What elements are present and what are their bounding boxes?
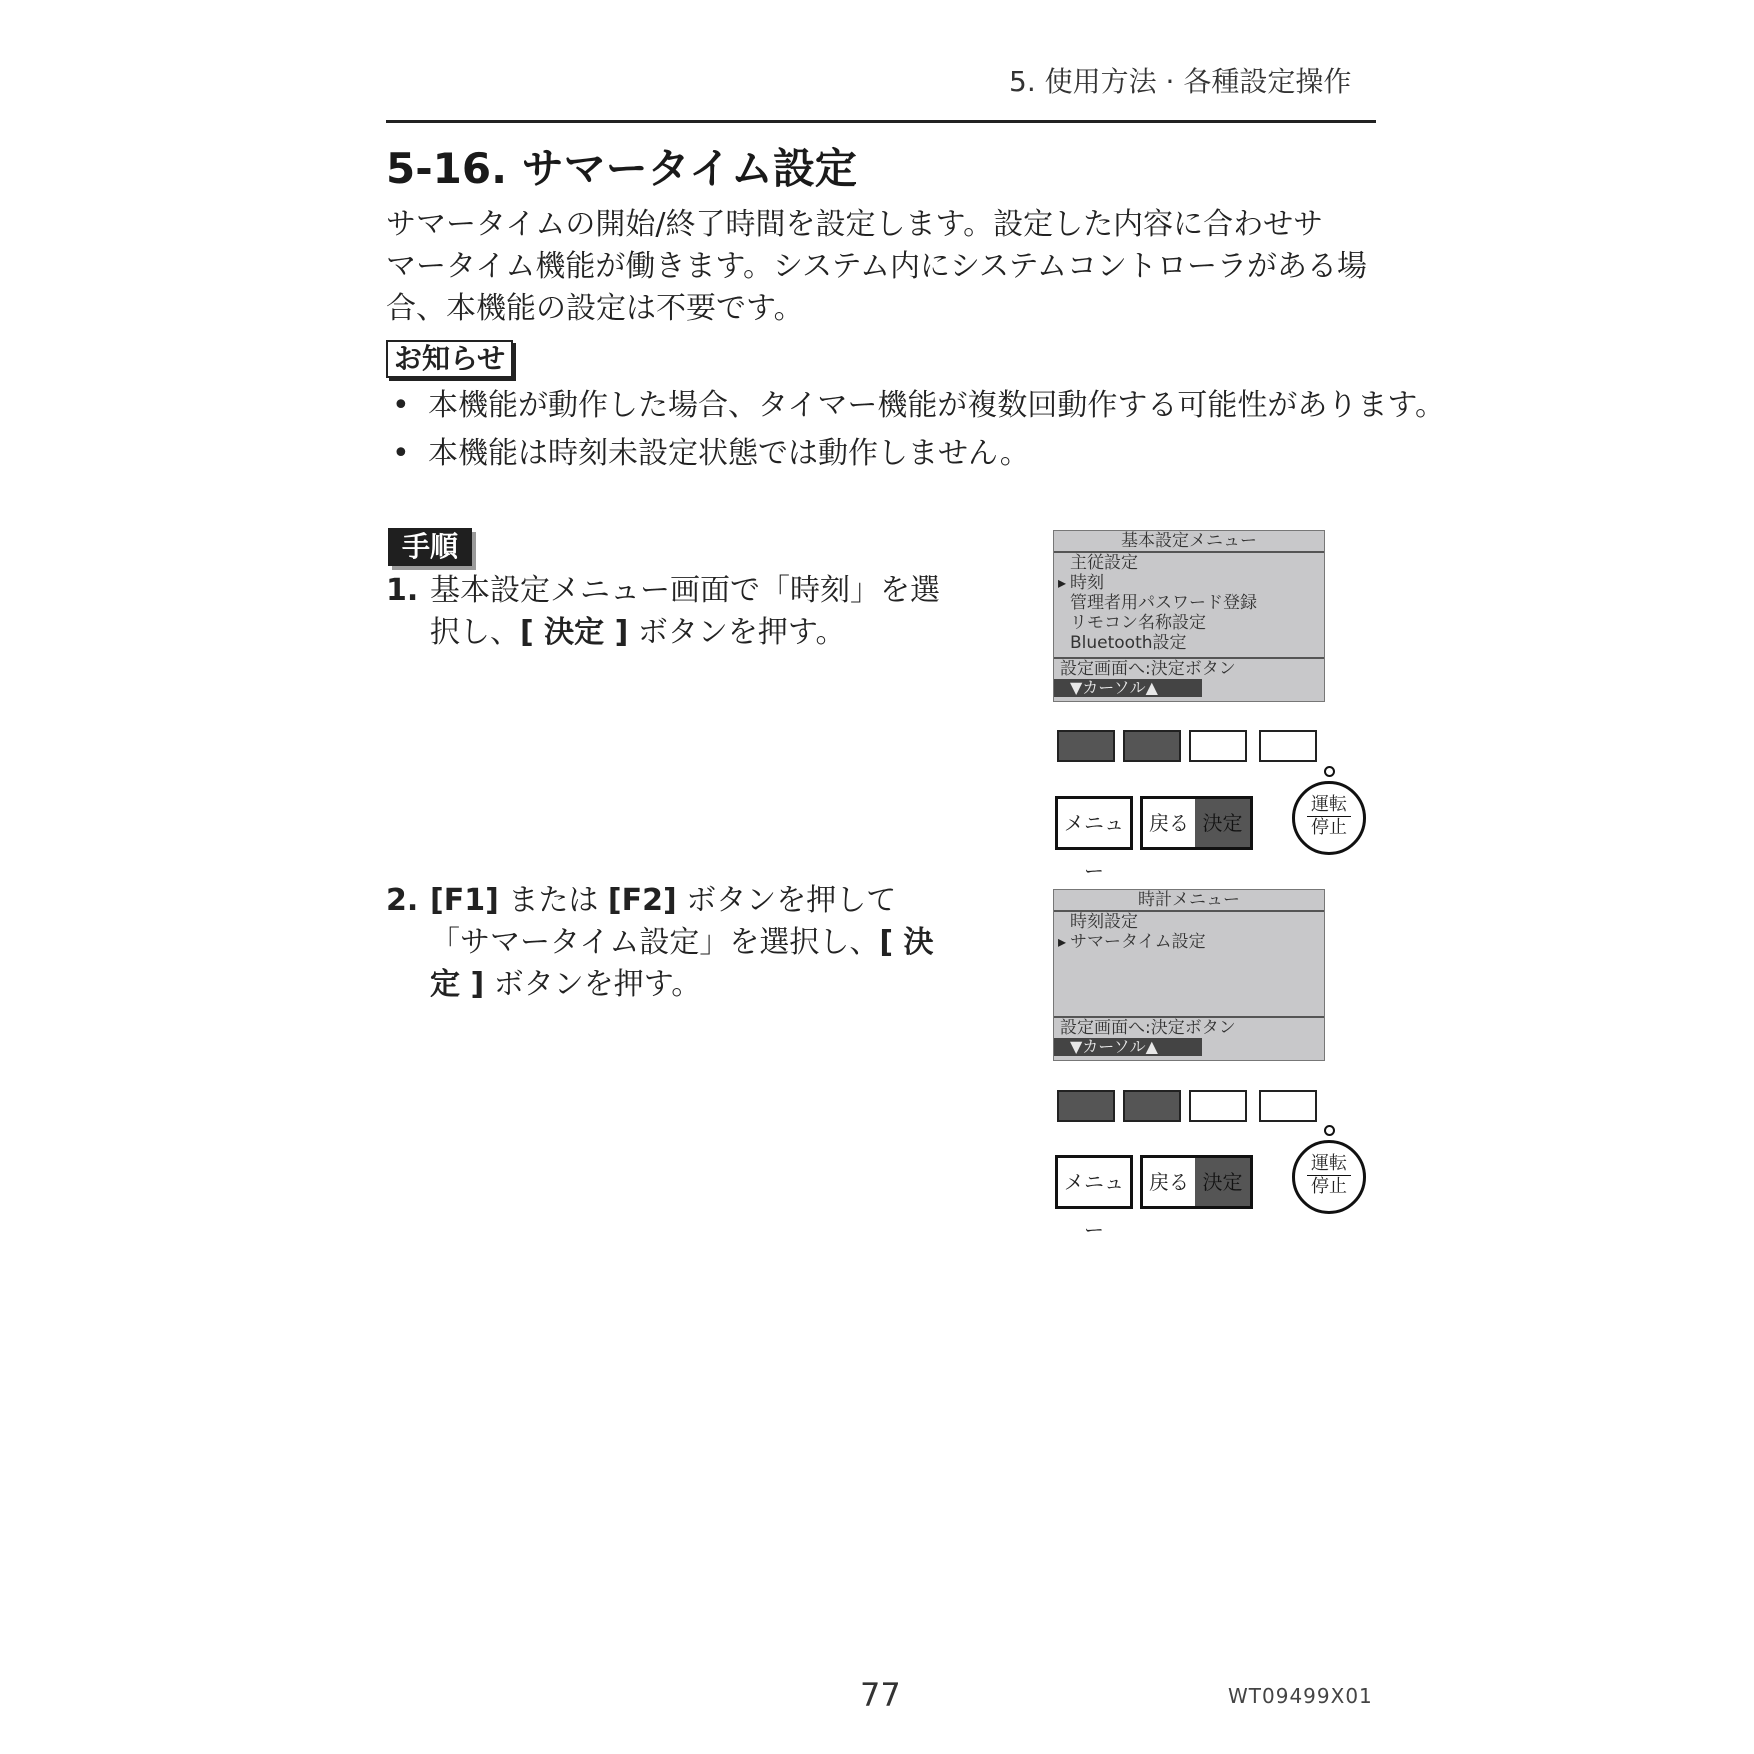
section-header: 5. 使用方法 · 各種設定操作 <box>1009 65 1352 98</box>
lcd-hint: 設定画面へ:決定ボタン <box>1060 659 1236 679</box>
step-line <box>430 612 906 654</box>
menu-button[interactable]: メニュー <box>1055 796 1133 850</box>
power-led-icon <box>1324 766 1335 777</box>
button-reference: [ 決 <box>879 925 934 960</box>
intro-line: 合、本機能の設定は不要です。 <box>386 291 804 326</box>
notice-text: 本機能は時刻未設定状態では動作しません。 <box>428 436 1030 471</box>
step-number: 2. <box>386 883 419 918</box>
menu-button[interactable]: メニュー <box>1055 1155 1133 1209</box>
menu-item[interactable]: 時刻設定 <box>1070 912 1138 932</box>
procedure-step-1 <box>386 570 940 654</box>
lcd-title: 基本設定メニュー <box>1054 531 1324 553</box>
lcd-screen-clock-menu <box>1053 889 1325 1061</box>
enter-button[interactable]: 決定 <box>1195 1155 1253 1209</box>
intro-line: マータイム機能が働きます。システム内にシステムコントローラがある場 <box>386 249 1367 284</box>
step-line <box>430 964 906 1006</box>
lcd-hint: 設定画面へ:決定ボタン <box>1060 1018 1236 1038</box>
document-code: WT09499X01 <box>1228 1684 1373 1708</box>
button-reference: [ 決定 ] <box>520 615 629 650</box>
enter-button[interactable]: 決定 <box>1195 796 1253 850</box>
power-button[interactable] <box>1292 781 1366 855</box>
f1-button[interactable] <box>1057 1090 1115 1122</box>
page-number: 77 <box>860 1676 901 1714</box>
step-text: ボタンを押す。 <box>484 967 702 1002</box>
list-item <box>392 430 1445 478</box>
menu-item-selected[interactable]: ▸ サマータイム設定 <box>1054 932 1324 952</box>
power-label-bottom: 停止 <box>1311 817 1347 838</box>
f1-button[interactable] <box>1057 730 1115 762</box>
power-label-bottom: 停止 <box>1311 1176 1347 1197</box>
lcd-title: 時計メニュー <box>1054 890 1324 912</box>
f2-button[interactable] <box>1123 730 1181 762</box>
power-button[interactable] <box>1292 1140 1366 1214</box>
procedure-tag: 手順 <box>388 528 472 566</box>
step-number: 1. <box>386 573 419 608</box>
back-button[interactable]: 戻る <box>1140 796 1198 850</box>
f4-button[interactable] <box>1259 1090 1317 1122</box>
notice-text: 本機能が動作した場合、タイマー機能が複数回動作する可能性があります。 <box>428 388 1445 423</box>
header-rule <box>386 120 1376 123</box>
menu-item[interactable]: 管理者用パスワード登録 <box>1070 593 1257 613</box>
step-text: ボタンを押す。 <box>628 615 846 650</box>
page-title: 5-16. サマータイム設定 <box>386 144 857 193</box>
notice-list <box>392 382 1445 478</box>
step-text: 基本設定メニュー画面で「時刻」を選 <box>430 573 940 608</box>
f3-button[interactable] <box>1189 730 1247 762</box>
button-reference: [F1] <box>430 883 499 918</box>
f2-button[interactable] <box>1123 1090 1181 1122</box>
button-reference: [F2] <box>607 883 677 918</box>
lcd-footer <box>1054 1016 1324 1060</box>
step-text: ボタンを押して <box>676 883 897 918</box>
menu-item-selected[interactable]: ▸ 時刻 <box>1054 573 1324 593</box>
step-text: または <box>498 883 608 918</box>
bullet-mark: • <box>392 388 410 423</box>
step-line <box>430 922 934 964</box>
menu-item[interactable]: 主従設定 <box>1070 553 1138 573</box>
power-label-top: 運転 <box>1307 794 1351 817</box>
lcd-cursor-label: ▼カーソル▲ <box>1054 1038 1202 1056</box>
back-button[interactable]: 戻る <box>1140 1155 1198 1209</box>
f3-button[interactable] <box>1189 1090 1247 1122</box>
menu-item[interactable]: Bluetooth設定 <box>1070 633 1187 653</box>
power-label-top: 運転 <box>1307 1153 1351 1176</box>
lcd-footer <box>1054 657 1324 701</box>
lcd-cursor-label: ▼カーソル▲ <box>1054 679 1202 697</box>
list-item <box>392 382 1445 430</box>
bullet-mark: • <box>392 436 410 471</box>
step-line <box>430 880 906 922</box>
notice-tag: お知らせ <box>386 340 513 378</box>
intro-paragraph <box>386 204 1386 330</box>
lcd-screen-basic-settings <box>1053 530 1325 702</box>
button-reference: 定 ] <box>430 967 485 1002</box>
step-text: 「サマータイム設定」を選択し、 <box>430 925 880 960</box>
menu-item[interactable]: リモコン名称設定 <box>1070 613 1206 633</box>
power-led-icon <box>1324 1125 1335 1136</box>
step-text: 択し、 <box>430 615 520 650</box>
f4-button[interactable] <box>1259 730 1317 762</box>
procedure-step-2 <box>386 880 934 1006</box>
step-line <box>430 570 940 612</box>
intro-line: サマータイムの開始/終了時間を設定します。設定した内容に合わせサ <box>386 207 1324 242</box>
